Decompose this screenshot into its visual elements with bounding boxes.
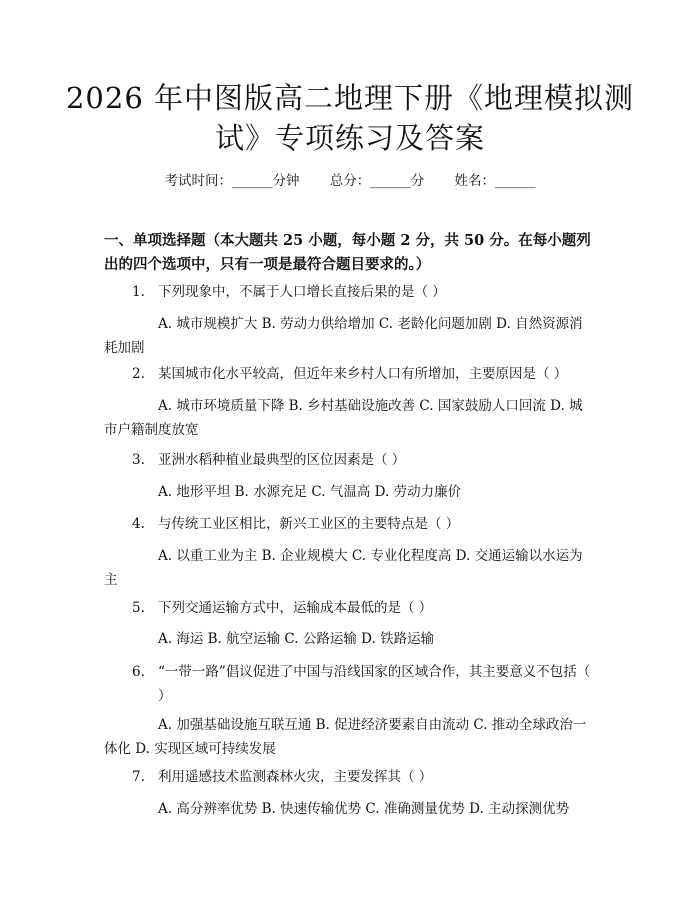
question-text: 下列现象中，不属于人口增长直接后果的是（ ） bbox=[158, 284, 446, 300]
question-stem bbox=[104, 596, 594, 620]
question-number: 4. bbox=[132, 516, 145, 532]
exam-name: 姓名：______ bbox=[454, 173, 536, 189]
question-text: 下列交通运输方式中，运输成本最低的是（ ） bbox=[158, 600, 433, 616]
question-text: “一带一路”倡议促进了中国与沿线国家的区域合作，其主要意义不包括（ ） bbox=[158, 664, 591, 704]
exam-time: 考试时间：______分钟 bbox=[164, 173, 300, 189]
question-stem bbox=[104, 280, 594, 304]
section-heading: 一、单项选择题（本大题共 25 小题，每小题 2 分，共 50 分。在每小题列出的四个选项中，只有一项是最符合题目要求的。） bbox=[104, 232, 591, 273]
question-stem bbox=[104, 362, 594, 386]
question-stem bbox=[104, 448, 594, 472]
question-options: A. 加强基础设施互联互通 B. 促进经济要素自由流动 C. 推动全球政治一体化 D. 实现区域可持续发展 bbox=[104, 717, 587, 757]
question-number: 6. bbox=[132, 664, 145, 680]
question-number: 7. bbox=[132, 769, 145, 785]
question-options: A. 高分辨率优势 B. 快速传输优势 C. 准确测量优势 D. 主动探测优势 bbox=[158, 801, 570, 817]
question-options: A. 以重工业为主 B. 企业规模大 C. 专业化程度高 D. 交通运输以水运为主 bbox=[104, 548, 583, 588]
question-options: A. 城市规模扩大 B. 劳动力供给增加 C. 老龄化问题加剧 D. 自然资源消耗加剧 bbox=[104, 316, 583, 356]
question-options: A. 城市环境质量下降 B. 乡村基础设施改善 C. 国家鼓励人口回流 D. 城市户籍制度放宽 bbox=[104, 398, 583, 438]
document-title: 2026 年中图版高二地理下册《地理模拟测试》专项练习及答案 bbox=[65, 81, 635, 155]
question-number: 3. bbox=[132, 452, 145, 468]
question-stem bbox=[104, 512, 594, 536]
question-stem bbox=[104, 765, 594, 789]
question-text: 与传统工业区相比，新兴工业区的主要特点是（ ） bbox=[158, 516, 460, 532]
question-options: A. 地形平坦 B. 水源充足 C. 气温高 D. 劳动力廉价 bbox=[158, 484, 462, 500]
question-options: A. 海运 B. 航空运输 C. 公路运输 D. 铁路运输 bbox=[158, 631, 435, 647]
question-number: 5. bbox=[132, 600, 145, 616]
question-number: 1. bbox=[132, 284, 145, 300]
exam-score: 总分：______分 bbox=[329, 173, 425, 189]
question-stem bbox=[104, 660, 594, 708]
question-number: 2. bbox=[132, 366, 145, 382]
question-text: 利用遥感技术监测森林火灾，主要发挥其（ ） bbox=[158, 769, 433, 785]
question-text: 某国城市化水平较高，但近年来乡村人口有所增加，主要原因是（ ） bbox=[158, 366, 568, 382]
exam-meta bbox=[0, 169, 700, 189]
question-text: 亚洲水稻种植业最典型的区位因素是（ ） bbox=[158, 452, 406, 468]
